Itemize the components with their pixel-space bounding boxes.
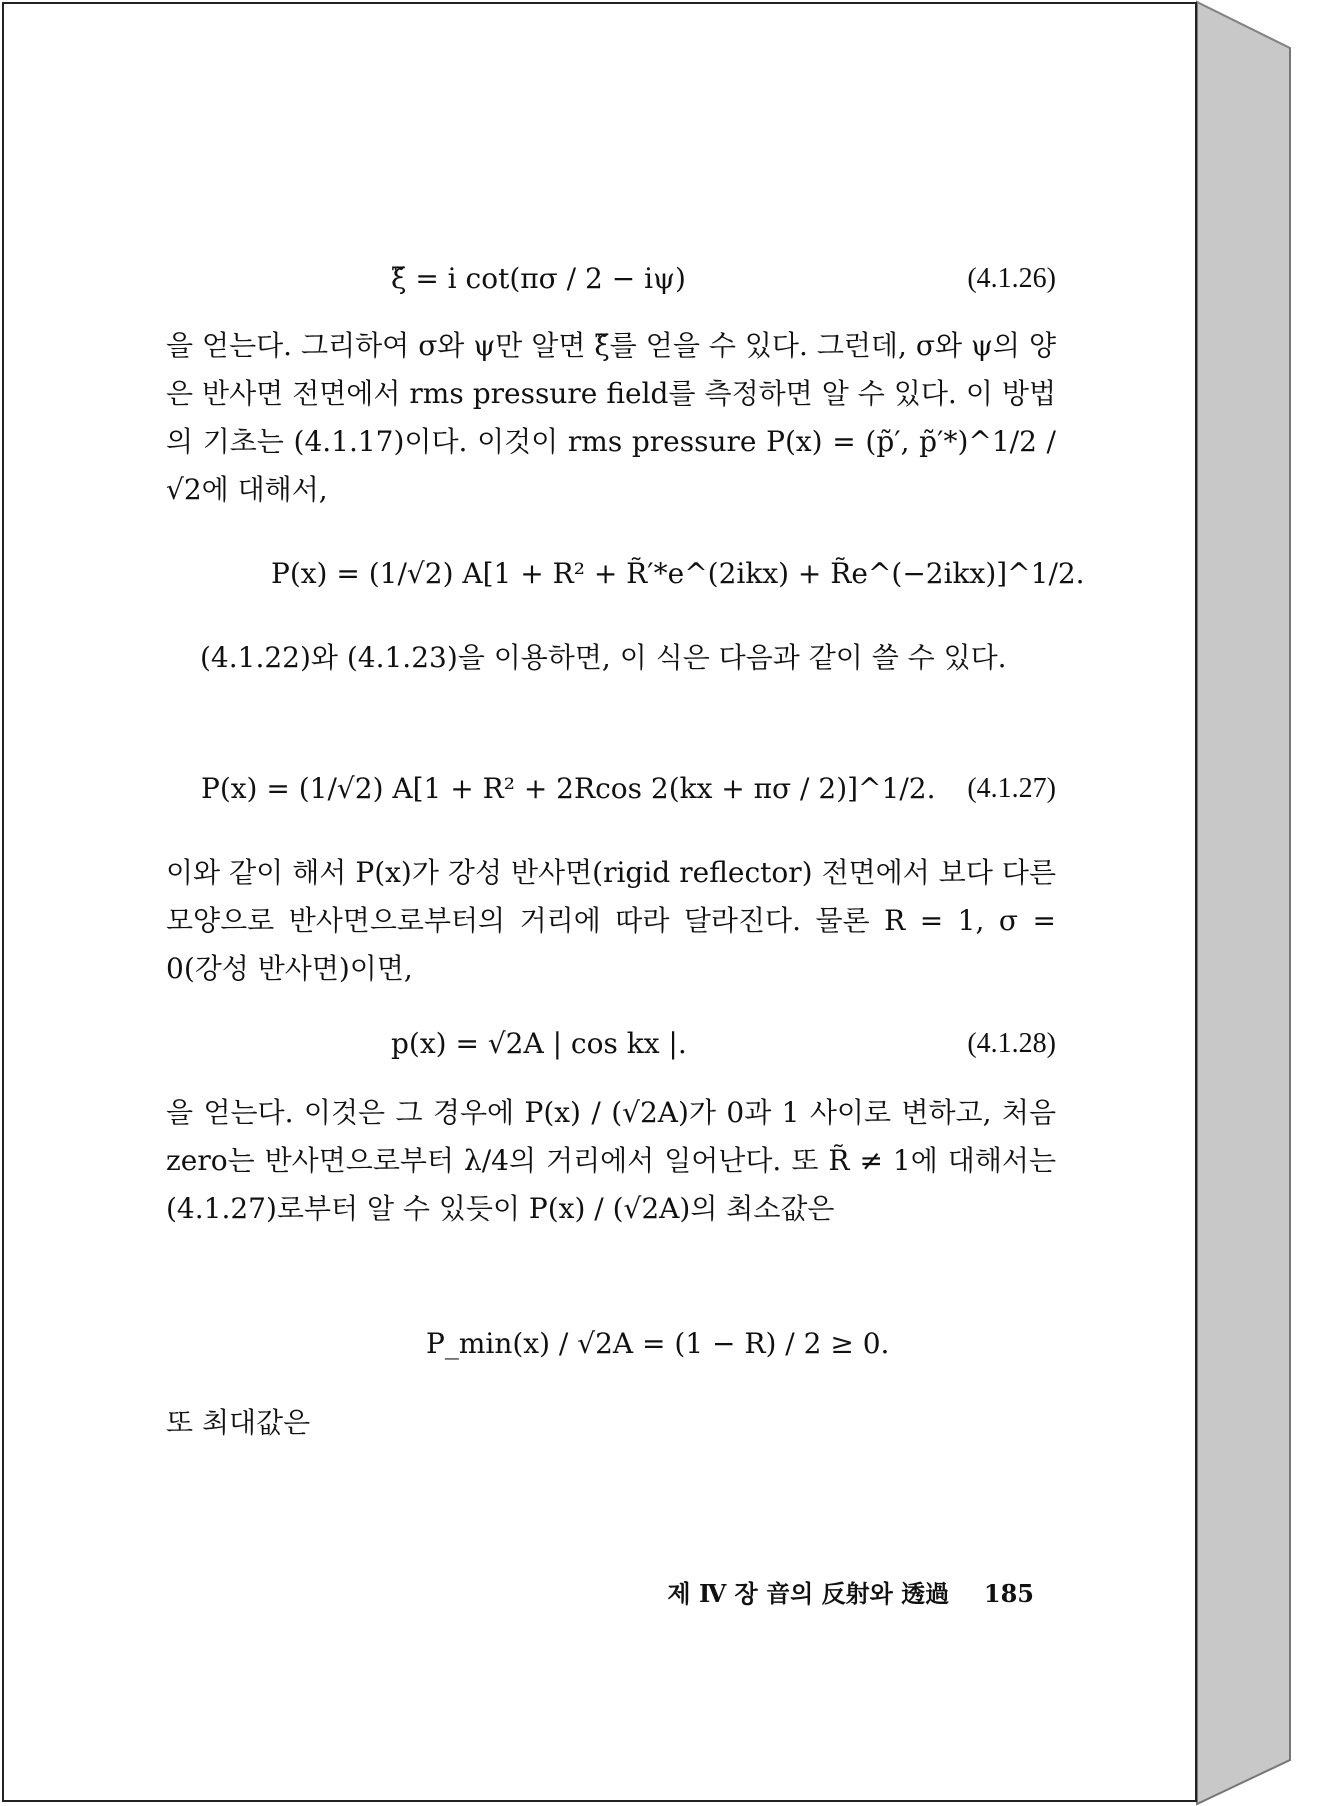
equation-4-1-28 [166, 1014, 1056, 1074]
chapter-title: 제 Ⅳ 장 音의 反射와 透過 [667, 1579, 950, 1608]
equation-formula: P(x) = (1/√2) A[1 + R² + 2Rcos 2(kx + πσ / 2)]^1/2. [201, 772, 936, 805]
equation-formula: ξ̃ = i cot(πσ / 2 − iψ) [391, 262, 686, 295]
paragraph: 을 얻는다. 이것은 그 경우에 P(x) / (√2A)가 0과 1 사이로 변하고, 처음 zero는 반사면으로부터 λ/4의 거리에서 일어난다. 또 R̃ ≠ 1에 대해서는 (4.1.27)로부터 알 수 있듯이 P(x) / (√2A)의 최소값은 [166, 1096, 1056, 1225]
document-page [2, 2, 1197, 1802]
equation-formula: P_min(x) / √2A = (1 − R) / 2 ≥ 0. [426, 1327, 890, 1360]
equation-formula: p(x) = √2A | cos kx |. [391, 1027, 687, 1060]
equation-4-1-27 [166, 759, 1056, 819]
paragraph: 또 최대값은 [166, 1406, 311, 1439]
equation-formula: P(x) = (1/√2) A[1 + R² + R̃′*e^(2ikx) + R̃e^(−2ikx)]^1/2. [271, 557, 1085, 590]
equation-minimum [166, 1314, 1056, 1374]
equation-number: (4.1.27) [967, 773, 1056, 804]
paragraph: (4.1.22)와 (4.1.23)을 이용하면, 이 식은 다음과 같이 쓸 수 있다. [200, 641, 1007, 674]
page-footer [604, 1574, 1034, 1609]
equation-rms-pressure [166, 544, 1085, 604]
page-number: 185 [983, 1579, 1034, 1608]
paragraph: 이와 같이 해서 P(x)가 강성 반사면(rigid reflector) 전면에서 보다 다른 모양으로 반사면으로부터의 거리에 따라 달라진다. 물론 R = 1, σ = 0(강성 반사면)이면, [166, 856, 1056, 985]
equation-number: (4.1.28) [967, 1028, 1056, 1059]
equation-4-1-26 [166, 249, 1056, 309]
paragraph: 을 얻는다. 그리하여 σ와 ψ만 알면 ξ̃를 얻을 수 있다. 그런데, σ와 ψ의 양은 반사면 전면에서 rms pressure field를 측정하면 알 수 있다. 이 방법의 기초는 (4.1.17)이다. 이것이 rms pressure P(x) = (p̃′, p̃′*)^1/2 / √2에 대해서, [166, 329, 1056, 506]
equation-number: (4.1.26) [967, 263, 1056, 294]
